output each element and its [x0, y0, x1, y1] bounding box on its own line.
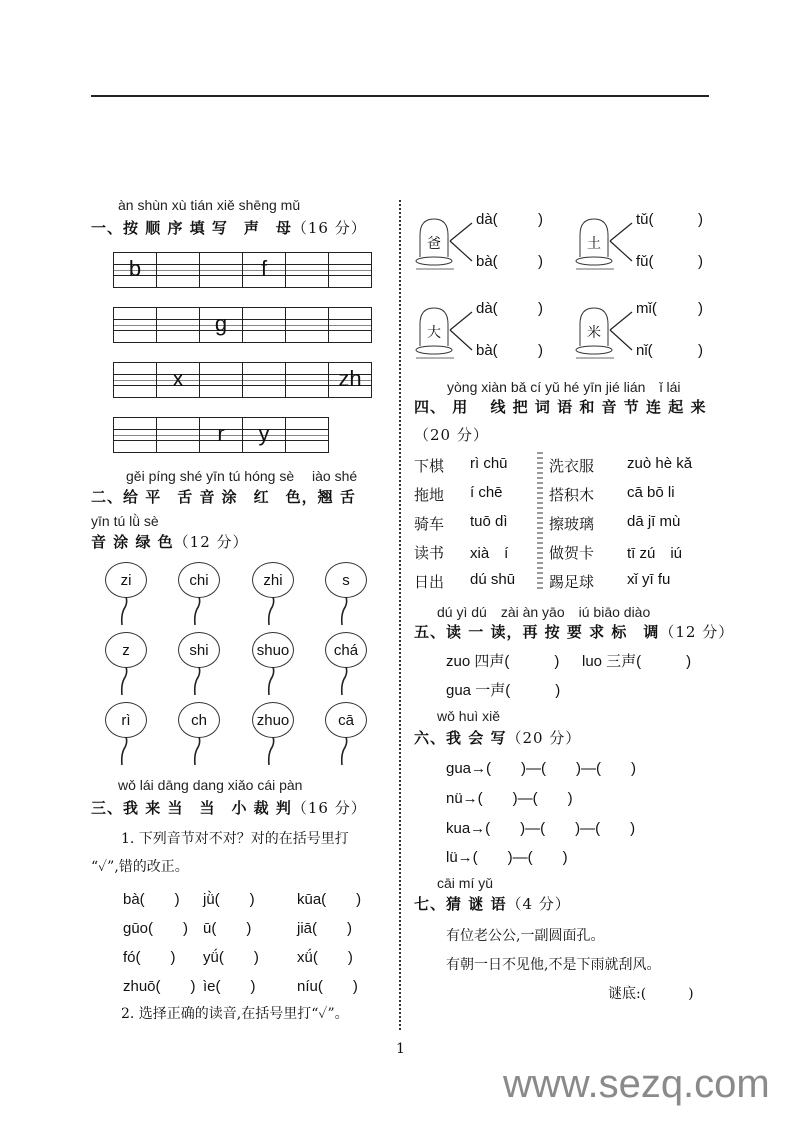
grid-cell[interactable] — [114, 253, 157, 287]
grid-letter: b — [128, 256, 142, 281]
column-divider — [399, 200, 401, 1030]
letter-grid-2 — [113, 307, 372, 343]
bell-option-bottom: fǔ( — [636, 253, 654, 270]
sec2-title-2-text: 音 涂 绿 色 — [91, 533, 174, 551]
grid-cell[interactable] — [286, 418, 329, 452]
bracket-close: ) — [698, 253, 703, 270]
grid-cell[interactable] — [243, 418, 286, 452]
grid-cell[interactable] — [200, 253, 243, 287]
sec5-points: （12 分） — [659, 623, 735, 641]
balloon[interactable] — [252, 702, 296, 738]
grid-cell[interactable] — [329, 363, 372, 397]
sec3-title-text: 三、我 来 当 当 小 裁 判 — [91, 799, 292, 817]
match-word[interactable]: 下棋 — [414, 457, 445, 475]
grid-cell[interactable] — [114, 308, 157, 342]
match-word[interactable]: 踢足球 — [549, 573, 595, 591]
write-row-lu: lü→( )—( ) — [446, 849, 568, 866]
match-word[interactable]: 做贺卡 — [549, 544, 595, 562]
balloon-string-icon — [266, 667, 280, 697]
match-word[interactable]: 读书 — [414, 544, 445, 562]
bell-item — [574, 211, 703, 271]
match-pinyin[interactable]: xǐ yī fu — [627, 571, 671, 588]
grid-cell[interactable] — [286, 363, 329, 397]
judge-item: yǘ( ) — [203, 949, 259, 966]
balloon-label: chá — [325, 632, 367, 668]
grid-cell[interactable] — [243, 253, 286, 287]
judge-item: zhuō( ) — [123, 978, 196, 995]
bell-char: 爸 — [427, 236, 441, 252]
letter-grid-3 — [113, 362, 372, 398]
balloon[interactable] — [105, 632, 149, 668]
judge-item: xǘ( ) — [297, 949, 353, 966]
match-pinyin[interactable]: dú shū — [470, 571, 516, 588]
riddle-line-2: 有朝一日不见他,不是下雨就刮风。 — [446, 957, 661, 973]
bell-option-bottom: bà( — [476, 342, 498, 359]
grid-letter: y — [258, 421, 270, 446]
balloon-label: z — [105, 632, 147, 668]
bell-option-bottom: bà( — [476, 253, 498, 270]
match-word[interactable]: 洗衣服 — [549, 457, 595, 475]
write-row-kua: kua→( )—( )—( ) — [446, 820, 636, 837]
match-pinyin[interactable]: rì chū — [470, 455, 508, 472]
balloon[interactable] — [325, 702, 369, 738]
match-pinyin[interactable]: dā jī mù — [627, 513, 681, 530]
balloon[interactable] — [325, 562, 369, 598]
balloon-string-icon — [339, 737, 353, 767]
balloon-string-icon — [339, 667, 353, 697]
bell-option-bottom: nǐ( — [636, 342, 653, 359]
balloon-label: zhi — [252, 562, 294, 598]
grid-cell[interactable] — [157, 363, 200, 397]
sec2-pinyin-1: gěi píng shé yīn tú hóng sè iào shé — [126, 468, 358, 484]
sec1-title — [91, 217, 367, 238]
balloon-label: chi — [178, 562, 220, 598]
bell-char: 土 — [587, 236, 601, 252]
sec3-points: （16 分） — [291, 799, 367, 817]
bell-char: 大 — [427, 325, 441, 341]
judge-item: ìe( ) — [203, 978, 256, 995]
header-rule — [91, 95, 709, 97]
sec4-pinyin: yòng xiàn bǎ cí yǔ hé yīn jié lián ǐ lái — [447, 379, 681, 395]
judge-item: níu( ) — [297, 978, 358, 995]
judge-item: bà( ) — [123, 891, 180, 908]
balloon-string-icon — [266, 597, 280, 627]
bell-option-top: dà( — [476, 211, 498, 228]
grid-cell[interactable] — [329, 253, 372, 287]
sec7-title-text: 七、猜 谜 语 — [414, 895, 507, 913]
page-number: 1 — [396, 1041, 405, 1057]
letter-grid-1 — [113, 252, 372, 288]
grid-cell[interactable] — [329, 308, 372, 342]
sec2-title-1: 二、给 平 舌 音 涂 红 色，翘 舌 — [91, 488, 356, 506]
balloon-string-icon — [192, 737, 206, 767]
balloon[interactable] — [178, 632, 222, 668]
balloon-label: s — [325, 562, 367, 598]
match-word[interactable]: 骑车 — [414, 515, 445, 533]
sec3-pinyin: wǒ lái dāng dang xiǎo cái pàn — [118, 777, 303, 793]
sec6-title — [414, 727, 581, 748]
grid-cell[interactable] — [243, 308, 286, 342]
balloon-string-icon — [339, 597, 353, 627]
grid-cell[interactable] — [243, 363, 286, 397]
sec1-pinyin: àn shùn xù tián xiě shēng mǔ — [118, 197, 301, 213]
ornament-divider — [537, 452, 543, 592]
balloon-label: zhuo — [252, 702, 294, 738]
letter-grid-4 — [113, 417, 329, 453]
sec3-q1-line2: “✓”,错的改正。 — [91, 859, 189, 875]
grid-cell[interactable] — [157, 253, 200, 287]
grid-cell[interactable] — [200, 308, 243, 342]
sec4-title: 四、 用 线 把 词 语 和 音 节 连 起 来 — [414, 398, 707, 416]
sec7-title — [414, 893, 571, 914]
sec7-points: （4 分） — [506, 895, 571, 913]
sec2-points: （12 分） — [173, 533, 249, 551]
tone-item-gua: gua 一声( ) — [446, 682, 561, 699]
match-pinyin[interactable]: tī zú iú — [627, 545, 683, 562]
grid-cell[interactable] — [114, 418, 157, 452]
balloon-string-icon — [192, 597, 206, 627]
sec2-title-2 — [91, 531, 249, 552]
write-row-nu: nü→( )—( ) — [446, 790, 573, 807]
balloon[interactable] — [105, 562, 149, 598]
sec4-points-text: （20 分） — [414, 426, 489, 444]
bell-char: 米 — [587, 325, 601, 341]
sec6-points: （20 分） — [506, 729, 582, 747]
balloon[interactable] — [325, 632, 369, 668]
judge-item: gūo( ) — [123, 920, 189, 937]
match-word[interactable]: 擦玻璃 — [549, 515, 595, 533]
bell-item — [574, 300, 703, 360]
grid-letter: f — [260, 256, 268, 281]
match-pinyin[interactable]: cā bō li — [627, 484, 675, 501]
bell-option-top: tǔ( — [636, 211, 654, 228]
grid-cell[interactable] — [286, 253, 329, 287]
bell-item — [414, 211, 543, 271]
balloon-string-icon — [119, 667, 133, 697]
bracket-close: ) — [538, 211, 543, 228]
grid-cell[interactable] — [114, 363, 157, 397]
sec3-q2: 2. 选择正确的读音,在括号里打“✓”。 — [121, 1006, 349, 1022]
balloon-label: shuo — [252, 632, 294, 668]
sec3-q1-line1: 1. 下列音节对不对？对的在括号里打 — [121, 831, 349, 847]
judge-item: jǜ( ) — [203, 891, 255, 908]
bell-option-top: dà( — [476, 300, 498, 317]
sec4-points — [414, 424, 489, 445]
bracket-close: ) — [538, 342, 543, 359]
balloon[interactable] — [105, 702, 149, 738]
match-pinyin[interactable]: í chē — [470, 484, 503, 501]
balloon-label: cā — [325, 702, 367, 738]
balloon-string-icon — [119, 737, 133, 767]
sec5-title-text: 五、读 一 读，再 按 要 求 标 调 — [414, 623, 660, 641]
riddle-answer: 谜底:( ) — [608, 986, 694, 1002]
bracket-close: ) — [538, 300, 543, 317]
balloon-string-icon — [192, 667, 206, 697]
judge-item: fó( ) — [123, 949, 176, 966]
balloon[interactable] — [178, 702, 222, 738]
match-pinyin[interactable]: zuò hè kǎ — [627, 455, 693, 472]
tone-item-zuo: zuo 四声( ) — [446, 653, 560, 670]
match-word[interactable]: 拖地 — [414, 486, 445, 504]
tone-item-luo: luo 三声( ) — [582, 653, 692, 670]
bracket-close: ) — [698, 300, 703, 317]
sec6-pinyin: wǒ huì xiě — [437, 708, 501, 724]
bell-item — [414, 300, 543, 360]
bracket-close: ) — [698, 211, 703, 228]
grid-letter: r — [217, 421, 225, 446]
grid-letter: x — [172, 366, 184, 391]
judge-item: ū( ) — [203, 920, 252, 937]
balloon-label: rì — [105, 702, 147, 738]
bell-option-top: mǐ( — [636, 300, 657, 317]
sec1-points: （16 分） — [291, 219, 367, 237]
grid-cell[interactable] — [286, 308, 329, 342]
sec1-title-text: 一、按 顺 序 填 写 声 母 — [91, 219, 292, 237]
balloon-label: ch — [178, 702, 220, 738]
sec5-title — [414, 621, 734, 642]
bracket-close: ) — [698, 342, 703, 359]
riddle-line-1: 有位老公公,一副圆面孔。 — [446, 928, 605, 944]
balloon-label: zi — [105, 562, 147, 598]
judge-item: jiā( ) — [297, 920, 352, 937]
grid-cell[interactable] — [157, 418, 200, 452]
match-pinyin[interactable]: xià í — [470, 545, 509, 562]
grid-letter: g — [214, 311, 228, 336]
grid-cell[interactable] — [157, 308, 200, 342]
match-word[interactable]: 搭积木 — [549, 486, 595, 504]
balloon[interactable] — [252, 562, 296, 598]
sec2-pinyin-2: yīn tú lǜ sè — [91, 513, 159, 529]
grid-letter: zh — [338, 366, 362, 391]
balloon-label: shi — [178, 632, 220, 668]
write-row-gua: gua→( )—( )—( ) — [446, 760, 636, 777]
match-pinyin[interactable]: tuō dì — [470, 513, 508, 530]
grid-cell[interactable] — [200, 363, 243, 397]
grid-cell[interactable] — [200, 418, 243, 452]
match-word[interactable]: 日出 — [414, 573, 445, 591]
judge-item: kūa( ) — [297, 891, 362, 908]
watermark: www.sezq.com — [503, 1062, 770, 1106]
balloon-string-icon — [266, 737, 280, 767]
sec3-title — [91, 797, 367, 818]
sec6-title-text: 六、我 会 写 — [414, 729, 507, 747]
balloon-string-icon — [119, 597, 133, 627]
sec5-pinyin: dú yì dú zài àn yāo iú biāo diào — [437, 604, 651, 620]
bracket-close: ) — [538, 253, 543, 270]
balloon[interactable] — [252, 632, 296, 668]
balloon[interactable] — [178, 562, 222, 598]
sec7-pinyin: cāi mí yǔ — [437, 875, 494, 891]
